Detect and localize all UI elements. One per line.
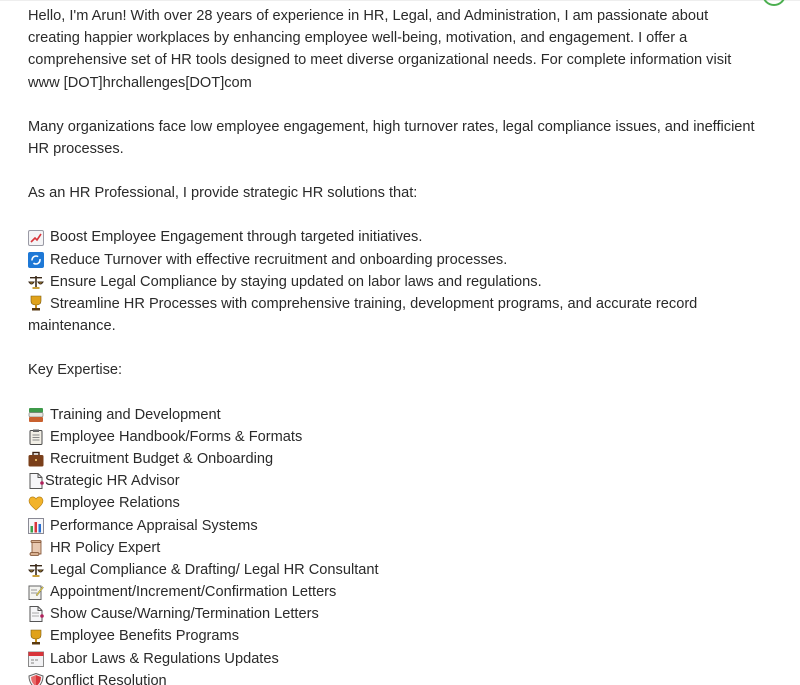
spacer bbox=[28, 337, 763, 359]
expertise-text: Appointment/Increment/Confirmation Letters bbox=[50, 584, 337, 601]
expertise-text: Employee Handbook/Forms & Formats bbox=[50, 428, 303, 445]
expertise-list bbox=[28, 404, 763, 685]
expertise-item bbox=[28, 404, 763, 426]
expertise-item bbox=[28, 470, 763, 492]
expertise-text: HR Policy Expert bbox=[50, 539, 161, 556]
document-arrow-icon bbox=[28, 473, 44, 489]
trophy-icon bbox=[28, 629, 44, 645]
expertise-text: Employee Benefits Programs bbox=[50, 628, 239, 645]
expertise-text: Performance Appraisal Systems bbox=[50, 517, 258, 534]
solution-item bbox=[28, 293, 763, 337]
expertise-item bbox=[28, 559, 763, 581]
expertise-text: Strategic HR Advisor bbox=[45, 473, 180, 490]
solution-item bbox=[28, 249, 763, 271]
memo-icon bbox=[28, 584, 44, 600]
expertise-item bbox=[28, 448, 763, 470]
expertise-text: Legal Compliance & Drafting/ Legal HR Consultant bbox=[50, 561, 379, 578]
expertise-item bbox=[28, 581, 763, 603]
problem-paragraph: Many organizations face low employee engagement, high turnover rates, legal compliance issues, and inefficient HR processes. bbox=[28, 118, 755, 158]
scroll-icon bbox=[28, 540, 44, 556]
expertise-text: Recruitment Budget & Onboarding bbox=[50, 450, 274, 467]
expertise-item bbox=[28, 537, 763, 559]
expertise-item bbox=[28, 625, 763, 647]
briefcase-icon bbox=[28, 451, 44, 467]
solution-text: Ensure Legal Compliance by staying updated on labor laws and regulations. bbox=[50, 273, 542, 290]
expertise-item bbox=[28, 426, 763, 448]
yellow-heart-icon bbox=[28, 495, 44, 511]
expertise-text: Training and Development bbox=[50, 406, 221, 423]
balance-scale-icon bbox=[28, 274, 44, 290]
solution-item bbox=[28, 226, 763, 248]
expertise-item bbox=[28, 492, 763, 514]
chart-increasing-icon bbox=[28, 230, 44, 246]
expertise-text: Show Cause/Warning/Termination Letters bbox=[50, 606, 319, 623]
calendar-icon bbox=[28, 651, 44, 667]
intro-paragraph: Hello, I'm Arun! With over 28 years of experience in HR, Legal, and Administration, I am passionate about creating happier workplaces by enhancing employee well-being, motivation, and engagement. I offer a comprehensive set of HR tools designed to meet diverse organizational needs. For complete information visit www [DOT]hrchallenges[DOT]com bbox=[28, 8, 732, 91]
document-arrow-icon bbox=[28, 606, 44, 622]
expertise-text: Employee Relations bbox=[50, 495, 180, 512]
solution-text: Streamline HR Processes with comprehensive training, development programs, and accurate record maintenance. bbox=[28, 295, 698, 335]
expertise-text: Labor Laws & Regulations Updates bbox=[50, 650, 279, 667]
books-icon bbox=[28, 407, 44, 423]
solutions-intro: As an HR Professional, I provide strategic HR solutions that: bbox=[28, 185, 418, 202]
solutions-list bbox=[28, 226, 763, 337]
expertise-item bbox=[28, 648, 763, 670]
trophy-icon bbox=[28, 295, 44, 311]
refresh-arrows-icon bbox=[28, 252, 44, 268]
expertise-item bbox=[28, 670, 763, 685]
solution-item bbox=[28, 271, 763, 293]
expertise-item bbox=[28, 515, 763, 537]
clipboard-icon bbox=[28, 429, 44, 445]
solution-text: Boost Employee Engagement through targeted initiatives. bbox=[50, 229, 423, 246]
shield-icon bbox=[28, 673, 44, 685]
bar-chart-icon bbox=[28, 518, 44, 534]
expertise-heading: Key Expertise: bbox=[28, 362, 123, 379]
solution-text: Reduce Turnover with effective recruitment and onboarding processes. bbox=[50, 251, 508, 268]
expertise-text: Conflict Resolution bbox=[45, 672, 167, 685]
expertise-item bbox=[28, 603, 763, 625]
balance-scale-icon bbox=[28, 562, 44, 578]
profile-description bbox=[28, 5, 763, 685]
